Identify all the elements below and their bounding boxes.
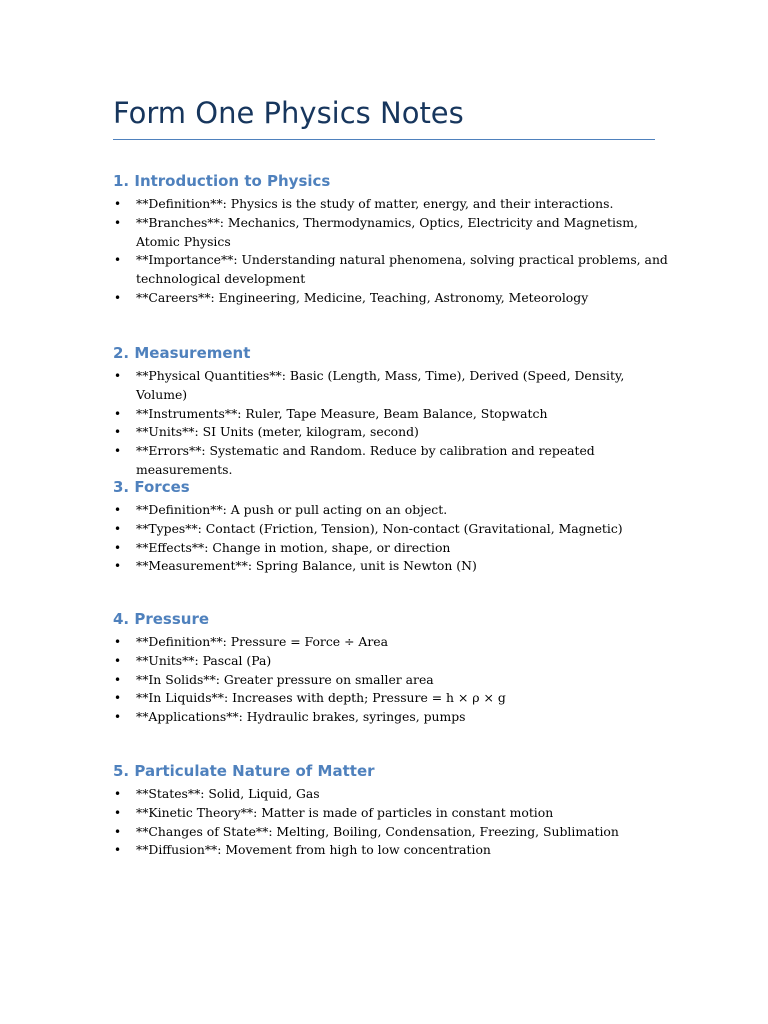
section-heading: 3. Forces	[113, 478, 190, 496]
list-item	[113, 367, 673, 405]
bullet-icon: •	[114, 691, 122, 706]
list-item	[113, 652, 673, 671]
list-item-text: **In Liquids**: Increases with depth; Pressure = h × ρ × g	[136, 690, 506, 706]
section-heading: 1. Introduction to Physics	[113, 172, 331, 190]
list-item-text: **Units**: Pascal (Pa)	[136, 652, 272, 668]
list-item-text: **Effects**: Change in motion, shape, or direction	[136, 539, 451, 555]
bullet-icon: •	[114, 653, 122, 668]
bullet-icon: •	[114, 253, 122, 268]
list-item-text: **Importance**: Understanding natural phenomena, solving practical problems, and technological development	[136, 252, 668, 287]
document-title: Form One Physics Notes	[113, 96, 464, 130]
list-item	[113, 539, 673, 558]
section-measurement	[113, 343, 673, 480]
section-heading: 2. Measurement	[113, 344, 251, 362]
list-item	[113, 689, 673, 708]
list-item	[113, 804, 673, 823]
section-heading: 4. Pressure	[113, 610, 210, 628]
list-item-text: **Definition**: Pressure = Force ÷ Area	[136, 634, 388, 649]
list-item-text: **Changes of State**: Melting, Boiling, Condensation, Freezing, Sublimation	[136, 823, 619, 839]
bullet-icon: •	[114, 805, 122, 820]
list-item	[113, 195, 673, 214]
bullet-icon: •	[114, 787, 122, 801]
list-item	[113, 289, 673, 308]
bullet-icon: •	[114, 425, 122, 440]
bullet-list	[113, 367, 673, 480]
list-item-text: **Kinetic Theory**: Matter is made of particles in constant motion	[136, 804, 554, 820]
bullet-icon: •	[114, 503, 122, 517]
section-pressure	[113, 609, 673, 727]
section-particulate-nature	[113, 761, 673, 860]
bullet-icon: •	[114, 444, 122, 459]
section-heading: 5. Particulate Nature of Matter	[113, 762, 375, 780]
list-item-text: **Instruments**: Ruler, Tape Measure, Beam Balance, Stopwatch	[136, 405, 548, 421]
list-item	[113, 442, 673, 480]
list-item-text: **Errors**: Systematic and Random. Reduce by calibration and repeated measurements.	[136, 443, 595, 477]
list-item-text: **Careers**: Engineering, Medicine, Teaching, Astronomy, Meteorology	[136, 289, 589, 305]
bullet-icon: •	[114, 406, 122, 421]
bullet-icon: •	[114, 290, 122, 305]
list-item-text: **Definition**: A push or pull acting on an object.	[136, 502, 448, 517]
bullet-icon: •	[114, 521, 122, 536]
bullet-icon: •	[114, 824, 122, 839]
bullet-icon: •	[114, 843, 122, 858]
bullet-list	[113, 195, 673, 308]
section-forces	[113, 477, 673, 576]
bullet-icon: •	[114, 540, 122, 555]
bullet-icon: •	[114, 635, 122, 649]
list-item	[113, 501, 673, 520]
list-item	[113, 251, 673, 289]
list-item	[113, 214, 673, 252]
list-item	[113, 823, 673, 842]
list-item	[113, 405, 673, 424]
list-item-text: **Measurement**: Spring Balance, unit is Newton (N)	[136, 558, 477, 574]
list-item-text: **In Solids**: Greater pressure on smaller area	[136, 671, 434, 687]
list-item	[113, 708, 673, 727]
section-introduction	[113, 171, 673, 308]
bullet-icon: •	[114, 672, 122, 687]
bullet-icon: •	[114, 369, 122, 383]
list-item-text: **Types**: Contact (Friction, Tension), Non-contact (Gravitational, Magnetic)	[136, 520, 623, 536]
list-item	[113, 671, 673, 690]
list-item	[113, 841, 673, 860]
list-item	[113, 633, 673, 652]
list-item	[113, 785, 673, 804]
list-item-text: **Branches**: Mechanics, Thermodynamics, Optics, Electricity and Magnetism, Atomic Physics	[136, 214, 638, 249]
list-item-text: **Physical Quantities**: Basic (Length, Mass, Time), Derived (Speed, Density, Volume)	[136, 368, 625, 402]
bullet-icon: •	[114, 710, 122, 725]
title-underline-rule	[113, 139, 655, 140]
list-item-text: **Applications**: Hydraulic brakes, syringes, pumps	[136, 709, 466, 725]
bullet-icon: •	[114, 215, 122, 230]
list-item-text: **Definition**: Physics is the study of matter, energy, and their interactions.	[136, 196, 614, 211]
bullet-icon: •	[114, 197, 122, 211]
list-item-text: **States**: Solid, Liquid, Gas	[136, 786, 320, 801]
list-item	[113, 557, 673, 576]
bullet-list	[113, 501, 673, 576]
list-item-text: **Diffusion**: Movement from high to low concentration	[136, 842, 491, 858]
list-item	[113, 520, 673, 539]
bullet-icon: •	[114, 559, 122, 574]
bullet-list	[113, 785, 673, 860]
bullet-list	[113, 633, 673, 727]
list-item-text: **Units**: SI Units (meter, kilogram, second)	[136, 424, 419, 440]
list-item	[113, 423, 673, 442]
